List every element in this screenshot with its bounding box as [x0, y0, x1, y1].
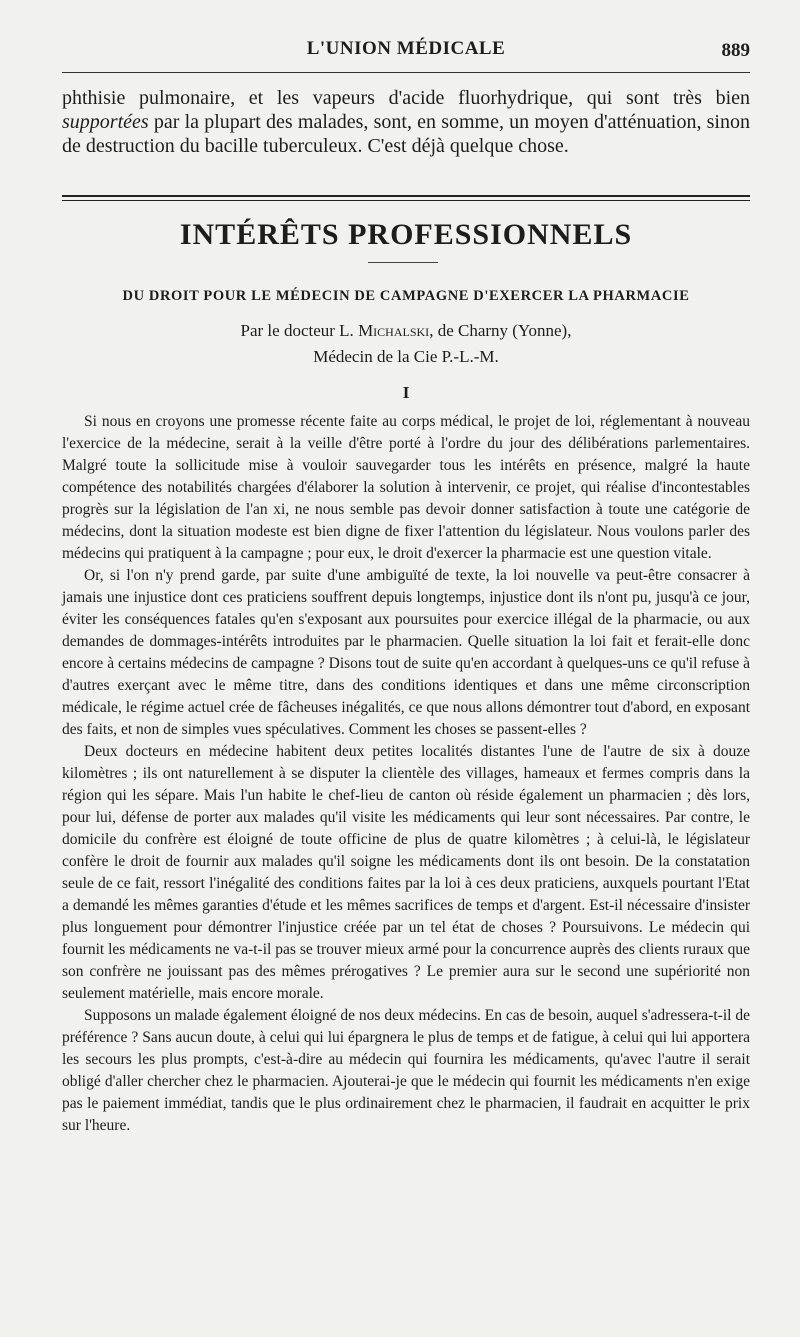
section-rule-bottom: [62, 200, 750, 201]
page-header: [62, 38, 750, 68]
page-number: 889: [721, 40, 750, 61]
part-number: I: [402, 383, 410, 402]
article-title: DU DROIT POUR LE MÉDECIN DE CAMPAGNE D'EXERCER LA PHARMACIE: [122, 288, 690, 304]
continued-text-italic: supportées: [62, 111, 149, 133]
byline-prefix: Par le docteur L.: [240, 321, 359, 340]
paragraph: Deux docteurs en médecine habitent deux petites localités distantes l'une de l'autre de six à douze kilomètres ; ils ont naturellement à se disputer la clientèle des villages, hameaux et fermes compris dans la région qui les sépare. Mais l'un habite le chef-lieu de canton où réside également un pharmacien ; dès lors, pour lui, défense de porter aux malades qu'il visite les médicaments qui leur sont nécessaires. Par contre, le domicile du confrère est éloigné de toute officine de plus de quatre kilomètres ; à celui-là, le législateur confère le droit de fournir aux malades qu'il soigne les médicaments dont ils ont besoin. De la constatation seule de ce fait, ressort l'inégalité des conditions faites par la loi à ces deux praticiens, auxquels pourtant l'Etat a demandé les mêmes garanties d'étude et les mêmes sacrifices de temps et d'argent. Est-il nécessaire d'insister plus longuement pour démontrer l'injustice créée par un tel état de choses ? Poursuivons. Le médecin qui fournit les médicaments ne va-t-il pas se trouver mieux armé pour la concurrence auprès des clients ruraux que son confrère ne jouissant pas des mêmes prérogatives ? Le premier aura sur le second une supériorité non seulement matérielle, mais encore morale.: [62, 743, 750, 1002]
continued-text-end: par la plupart des malades, sont, en somme, un moyen d'atténuation, sinon de destruction du bacille tuberculeux. C'est déjà quelque chose.: [62, 111, 750, 157]
header-rule: [62, 72, 750, 73]
section-title: INTÉRÊTS PROFESSIONNELS: [179, 218, 633, 251]
paragraph: Or, si l'on n'y prend garde, par suite d'une ambiguïté de texte, la loi nouvelle va peut-être consacrer à jamais une injustice dont ces praticiens souffrent depuis longtemps, injustice dont ils n'ont pu, jusqu'à ce jour, éviter les conséquences fatales qu'en s'exposant aux poursuites pour exercice illégal de la pharmacie, ou aux demandes de dommages-intérêts introduites par le pharmacien. Quelle situation la loi fait et ferait-elle donc encore à certains médecins de campagne ? Disons tout de suite qu'en accordant à quelques-uns ce qu'il refuse à d'autres exerçant avec le même titre, dans des conditions identiques et dans une même circonscription médicale, le régime actuel crée de fâcheuses inégalités, ce que nous allons démontrer tout d'abord, en exposant des faits, et non de simples vues spéculatives. Comment les choses se passent-elles ?: [62, 567, 750, 738]
author-affiliation: Médecin de la Cie P.-L.-M.: [313, 347, 499, 366]
continued-paragraph: [62, 86, 750, 158]
byline-author-line: [62, 318, 750, 344]
byline-suffix: , de Charny (Yonne),: [429, 321, 572, 340]
running-head: L'UNION MÉDICALE: [306, 38, 506, 59]
author-name: Michalski: [358, 321, 430, 340]
section-rule-top: [62, 195, 750, 197]
byline: [62, 318, 750, 370]
paragraph: Supposons un malade également éloigné de nos deux médecins. En cas de besoin, auquel s'adressera-t-il de préférence ? Sans aucun doute, à celui qui lui épargnera le plus de temps et de fatigue, à celui qui lui apportera les secours les plus prompts, c'est-à-dire au médecin qui fournira les médicaments, qu'avec l'autre il serait obligé d'aller chercher chez le pharmacien. Ajouterai-je que le médecin qui fournit les médicaments n'en exige pas le paiement immédiat, tandis que le plus ordinairement chez le pharmacien, il faudrait en acquitter le prix sur l'heure.: [62, 1007, 750, 1134]
continued-text-start: phthisie pulmonaire, et les vapeurs d'acide fluorhydrique, qui sont très bien: [62, 87, 750, 109]
title-divider: [368, 262, 438, 263]
paragraph: Si nous en croyons une promesse récente faite au corps médical, le projet de loi, réglementant à nouveau l'exercice de la médecine, serait à la veille d'être porté à l'ordre du jour des délibérations parlementaires. Malgré toute la sollicitude mise à vouloir sauvegarder tous les intérêts en présence, malgré la haute compétence des notabilités chargées d'élaborer la solution à intervenir, ce projet, qui réalise d'incontestables progrès sur la législation de l'an xi, ne nous semble pas devoir donner satisfaction à toute une catégorie de médecins, dont la situation modeste est bien digne de fixer l'attention du législateur. Nous voulons parler des médecins qui pratiquent à la campagne ; pour eux, le droit d'exercer la pharmacie est une question vitale.: [62, 413, 750, 562]
article-body: [62, 411, 750, 1137]
